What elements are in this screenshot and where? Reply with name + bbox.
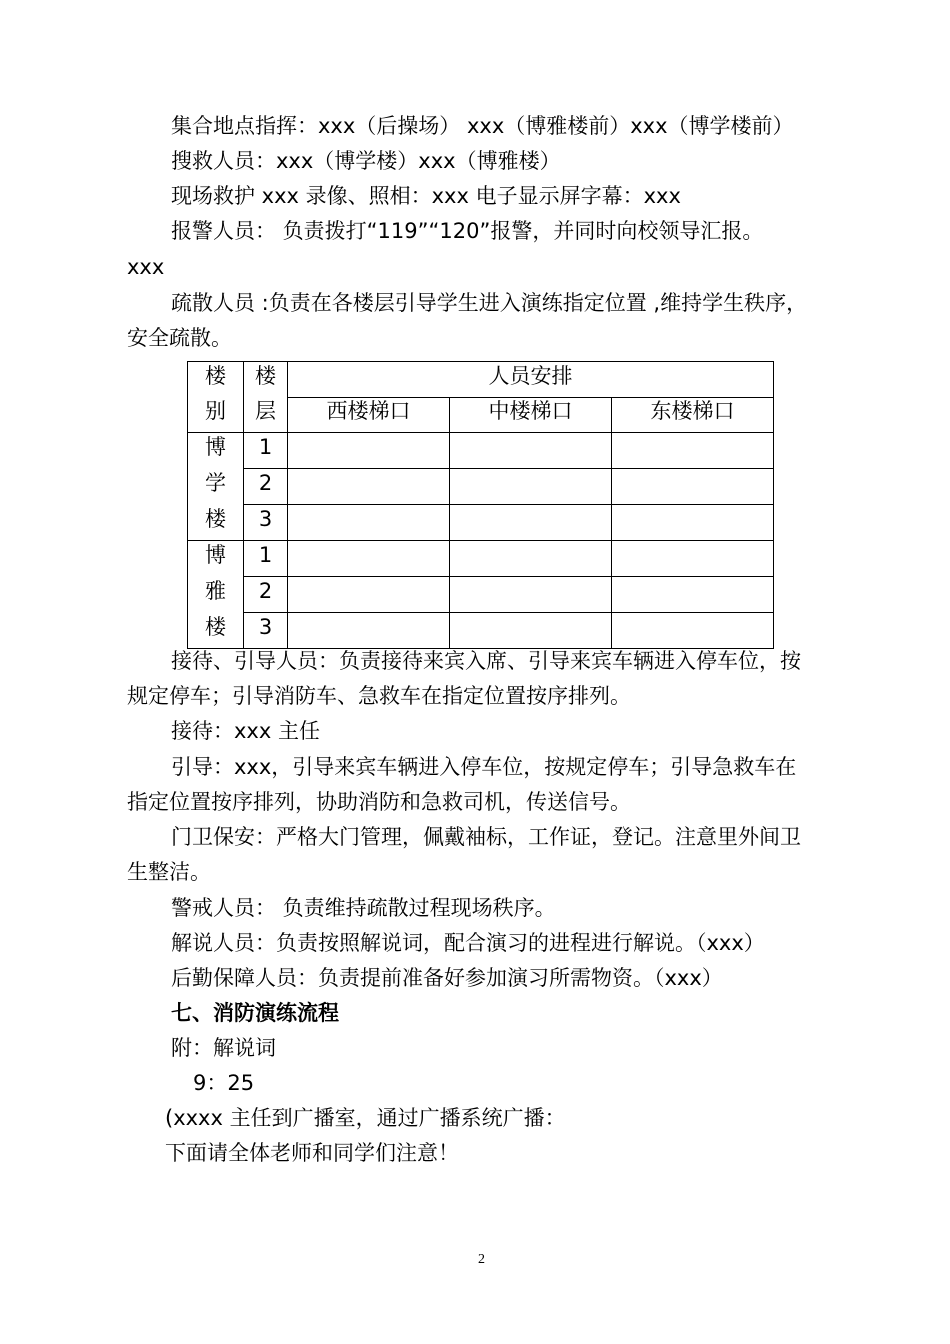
page-number: 2	[478, 1252, 485, 1267]
table-rule	[187, 540, 774, 541]
floor-number: 2	[258, 579, 273, 603]
evacuation-staff-line: 疏散人员 :负责在各楼层引导学生进入演练指定位置 ,维持学生秩序，	[171, 291, 808, 315]
table-rule	[243, 504, 774, 505]
header-middle-stairs: 中楼梯口	[488, 399, 573, 423]
header-staff-arrangement: 人员安排	[488, 364, 573, 388]
reception-guide-line-cont: 规定停车；引导消防车、急救车在指定位置按序排列。	[127, 684, 631, 708]
reception-guide-line: 接待、引导人员：负责接待来宾入席、引导来宾车辆进入停车位，按	[171, 649, 801, 673]
header-building-char: 楼	[205, 364, 226, 388]
floor-number: 1	[258, 435, 273, 459]
commentator-line: 解说人员：负责按照解说词，配合演习的进程进行解说。（xxx）	[171, 931, 765, 955]
header-floor-char: 层	[255, 399, 276, 423]
evacuation-staff-line-cont: 安全疏散。	[127, 326, 232, 350]
time-label: 9：25	[193, 1071, 255, 1095]
alarm-staff-line-cont: xxx	[127, 255, 165, 279]
building-name-char: 雅	[205, 579, 226, 603]
table-rule	[287, 397, 774, 398]
header-building-char: 别	[205, 399, 226, 423]
table-rule	[611, 397, 612, 649]
broadcast-line: (xxxx 主任到广播室，通过广播系统广播：	[165, 1106, 566, 1130]
logistics-line: 后勤保障人员：负责提前准备好参加演习所需物资。（xxx）	[171, 966, 723, 990]
table-rule	[243, 576, 774, 577]
table-rule	[187, 432, 774, 433]
assembly-point-command-line: 集合地点指挥：xxx（后操场） xxx（博雅楼前）xxx（博学楼前）	[171, 114, 794, 138]
building-name-char: 博	[205, 543, 226, 567]
table-rule	[449, 397, 450, 649]
onsite-aid-line: 现场救护 xxx 录像、照相：xxx 电子显示屏字幕：xxx	[171, 184, 681, 208]
gate-security-line-cont: 生整洁。	[127, 860, 211, 884]
table-rule	[243, 468, 774, 469]
building-name-char: 楼	[205, 615, 226, 639]
guard-staff-line: 警戒人员： 负责维持疏散过程现场秩序。	[171, 896, 556, 920]
floor-number: 3	[258, 507, 273, 531]
gate-security-line: 门卫保安：严格大门管理，佩戴袖标，工作证，登记。注意里外间卫	[171, 825, 801, 849]
building-name-char: 博	[205, 435, 226, 459]
alarm-staff-line: 报警人员： 负责拨打“119”“120”报警，并同时向校领导汇报。	[171, 219, 764, 243]
guide-line-cont: 指定位置按序排列，协助消防和急救司机，传送信号。	[127, 790, 631, 814]
building-name-char: 楼	[205, 507, 226, 531]
guide-line: 引导：xxx，引导来宾车辆进入停车位，按规定停车；引导急救车在	[171, 755, 797, 779]
floor-number: 1	[258, 543, 273, 567]
header-east-stairs: 东楼梯口	[650, 399, 735, 423]
section-heading: 七、消防演练流程	[171, 1001, 339, 1025]
header-west-stairs: 西楼梯口	[326, 399, 411, 423]
table-rule	[187, 361, 774, 362]
floor-number: 2	[258, 471, 273, 495]
search-rescue-line: 搜救人员：xxx（博学楼）xxx（博雅楼）	[171, 149, 561, 173]
reception-line: 接待：xxx 主任	[171, 719, 320, 743]
announcement-line: 下面请全体老师和同学们注意！	[165, 1141, 459, 1165]
building-name-char: 学	[205, 471, 226, 495]
table-rule	[243, 612, 774, 613]
appendix-label: 附：解说词	[171, 1036, 276, 1060]
header-floor-char: 楼	[255, 364, 276, 388]
floor-number: 3	[258, 615, 273, 639]
table-rule	[773, 361, 774, 649]
